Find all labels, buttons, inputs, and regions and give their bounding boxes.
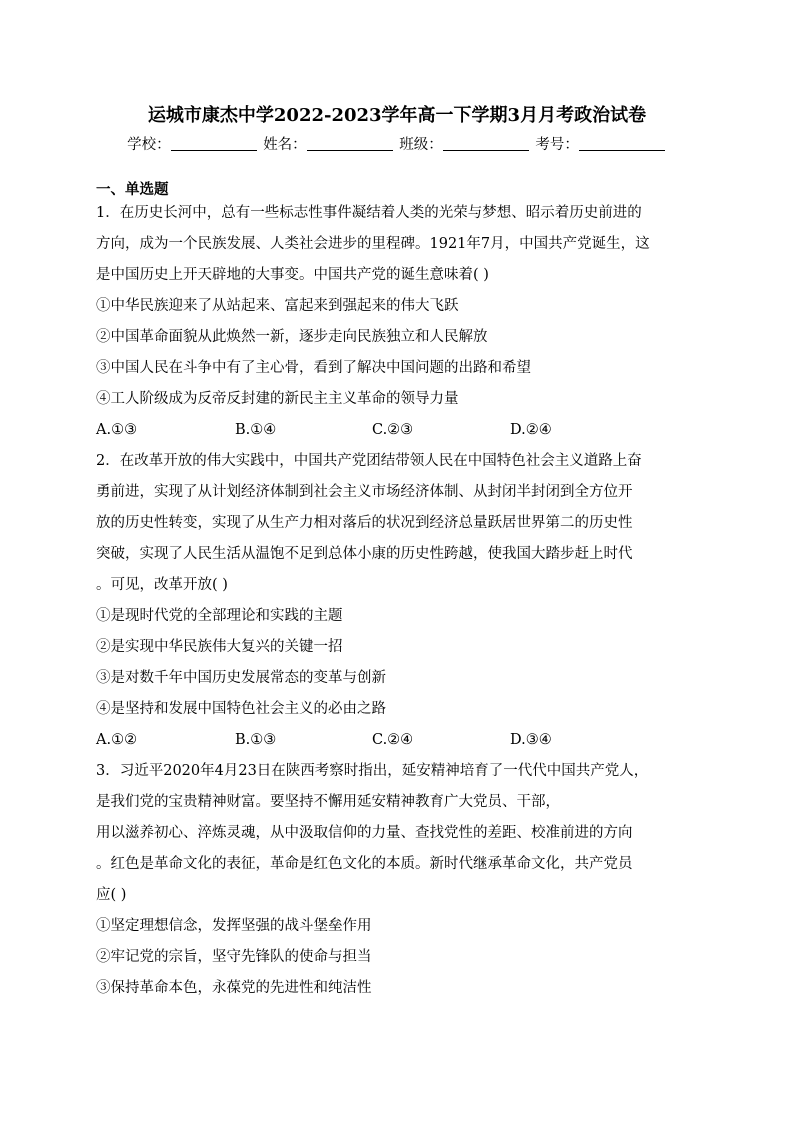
class-label: 班级： [399, 137, 443, 153]
name-blank[interactable] [307, 135, 393, 151]
number-blank[interactable] [579, 135, 665, 151]
question-text-line: 是我们党的宝贵精神财富。要坚持不懈用延安精神教育广大党员、干部， [96, 794, 560, 810]
section-heading: 一、单选题 [96, 181, 169, 198]
question-text-line: 。红色是革命文化的表征，革命是红色文化的本质。新时代继承革命文化，共产党员 [96, 856, 633, 872]
name-label: 姓名： [263, 137, 307, 153]
question-text-line: 放的历史性转变，实现了从生产力相对落后的状况到经济总量跃居世界第二的历史性 [96, 515, 633, 531]
statement-item: ①是现时代党的全部理论和实践的主题 [96, 608, 343, 624]
question-text-line: 突破，实现了人民生活从温饱不足到总体小康的历史性跨越，使我国大踏步赶上时代 [96, 546, 633, 562]
school-label: 学校： [127, 137, 171, 153]
statement-item: ④是坚持和发展中国特色社会主义的必由之路 [96, 701, 386, 717]
student-info-row [0, 133, 794, 157]
option-d[interactable]: D.③④ [510, 732, 552, 748]
statement-item: ③中国人民在斗争中有了主心骨，看到了解决中国问题的出路和希望 [96, 360, 531, 376]
question-text-line: 用以滋养初心、淬炼灵魂，从中汲取信仰的力量、查找党性的差距、校准前进的方向 [96, 825, 633, 841]
statement-item: ①坚定理想信念，发挥坚强的战斗堡垒作用 [96, 918, 372, 934]
question-text-line: 。可见，改革开放( ) [96, 577, 228, 593]
question-text-line: 1．在历史长河中，总有一些标志性事件凝结着人类的光荣与梦想、昭示着历史前进的 [96, 205, 642, 221]
question-text-line: 3．习近平2020年4月23日在陕西考察时指出，延安精神培育了一代代中国共产党人， [96, 763, 649, 779]
statement-item: ④工人阶级成为反帝反封建的新民主主义革命的领导力量 [96, 391, 459, 407]
question-text-line: 应( ) [96, 887, 127, 903]
option-d[interactable]: D.②④ [510, 422, 552, 438]
option-a[interactable]: A.①③ [96, 422, 138, 438]
question-text-line: 是中国历史上开天辟地的大事变。中国共产党的诞生意味着( ) [96, 267, 489, 283]
statement-item: ①中华民族迎来了从站起来、富起来到强起来的伟大飞跃 [96, 298, 459, 314]
option-b[interactable]: B.①④ [235, 422, 277, 438]
statement-item: ②是实现中华民族伟大复兴的关键一招 [96, 639, 343, 655]
statement-item: ②中国革命面貌从此焕然一新，逐步走向民族独立和人民解放 [96, 329, 488, 345]
option-a[interactable]: A.①② [96, 732, 138, 748]
number-label: 考号： [535, 137, 579, 153]
question-text-line: 勇前进，实现了从计划经济体制到社会主义市场经济体制、从封闭半封闭到全方位开 [96, 484, 633, 500]
school-blank[interactable] [171, 135, 257, 151]
question-text-line: 2．在改革开放的伟大实践中，中国共产党团结带领人民在中国特色社会主义道路上奋 [96, 453, 642, 469]
question-text-line: 方向，成为一个民族发展、人类社会进步的里程碑。1921年7月，中国共产党诞生，这 [96, 236, 650, 252]
exam-title: 运城市康杰中学2022-2023学年高一下学期3月月考政治试卷 [147, 105, 647, 126]
statement-item: ②牢记党的宗旨，坚守先锋队的使命与担当 [96, 949, 372, 965]
option-c[interactable]: C.②④ [372, 732, 414, 748]
statement-item: ③保持革命本色，永葆党的先进性和纯洁性 [96, 980, 372, 996]
class-blank[interactable] [443, 135, 529, 151]
option-c[interactable]: C.②③ [372, 422, 414, 438]
statement-item: ③是对数千年中国历史发展常态的变革与创新 [96, 670, 386, 686]
option-b[interactable]: B.①③ [235, 732, 277, 748]
